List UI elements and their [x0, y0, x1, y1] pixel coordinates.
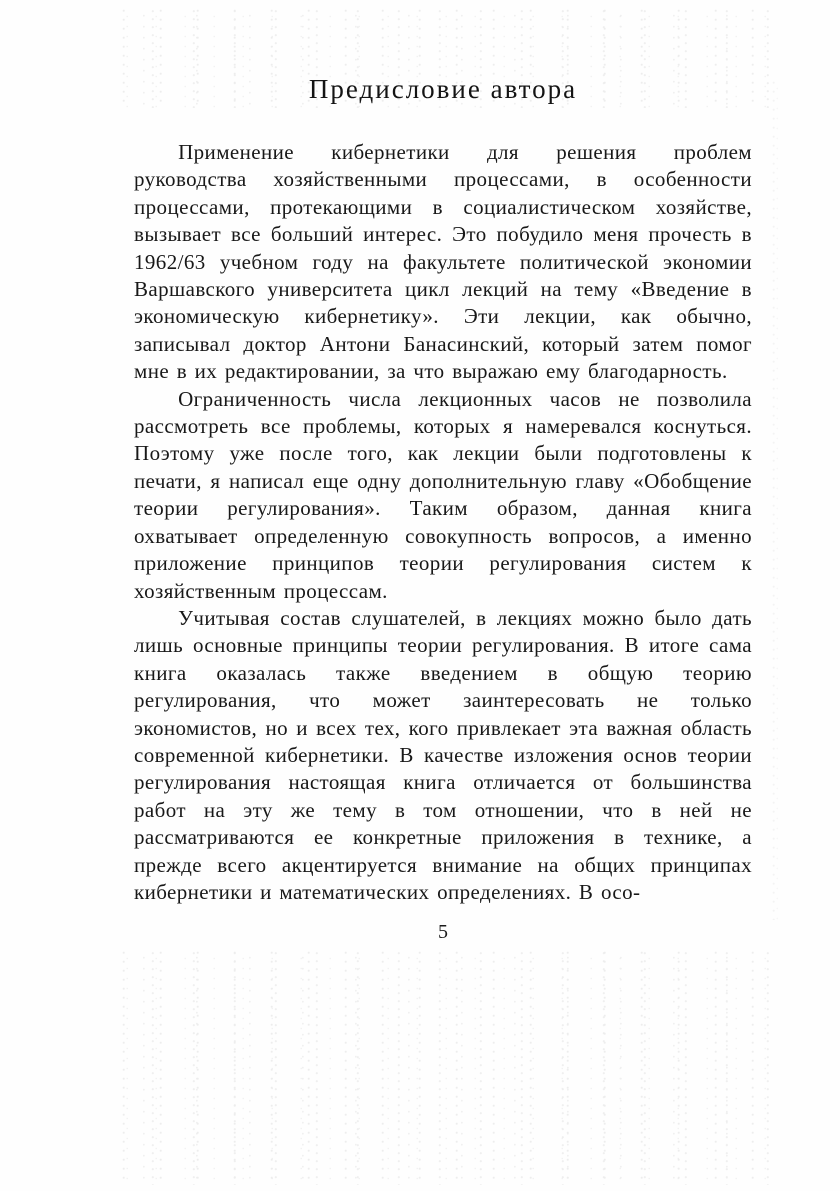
- page-title: Предисловие автора: [308, 74, 578, 104]
- paragraph: Ограниченность числа лекционных часов не позволила рассмотреть все проблемы, которых я намеревался коснуться. Поэтому уже после того, как лекции были подготовлены к печати, я написал еще одну дополнительную главу «Обобщение теории регулирования». Таким образом, данная книга охватывает определенную совокупность вопросов, а именно приложение принципов теории регулирования систем к хозяйственным процессам.: [134, 386, 752, 603]
- paragraph: Учитывая состав слушателей, в лекциях можно было дать лишь основные принципы теории регулирования. В итоге сама книга оказалась также введением в общую теорию регулирования, что может заинтересовать не только экономистов, но и всех тех, кого привлекает эта важная область современной кибернетики. В качестве изложения основ теории регулирования настоящая книга отличается от большинства работ на эту же тему в том отношении, что в ней не рассматриваются ее конкретные приложения в технике, а прежде всего акцентируется внимание на общих принципах кибернетики и математических определениях. В осо-: [134, 605, 752, 904]
- paragraph: Применение кибернетики для решения проблем руководства хозяйственными процессами, в особенности процессами, протекающими в социалистическом хозяйстве, вызывает все больший интерес. Это побудило меня прочесть в 1962/63 учебном году на факультете политической экономии Варшавского университета цикл лекций на тему «Введение в экономическую кибернетику». Эти лекции, как обычно, записывал доктор Антони Банасинский, который затем помог мне в их редактировании, за что выражаю ему благодарность.: [134, 140, 752, 384]
- scan-artifact-right: [770, 80, 784, 920]
- scan-artifact-bottom: [120, 950, 770, 1185]
- page-number: 5: [438, 921, 448, 943]
- text-block: [134, 74, 752, 906]
- body-text: [134, 139, 752, 906]
